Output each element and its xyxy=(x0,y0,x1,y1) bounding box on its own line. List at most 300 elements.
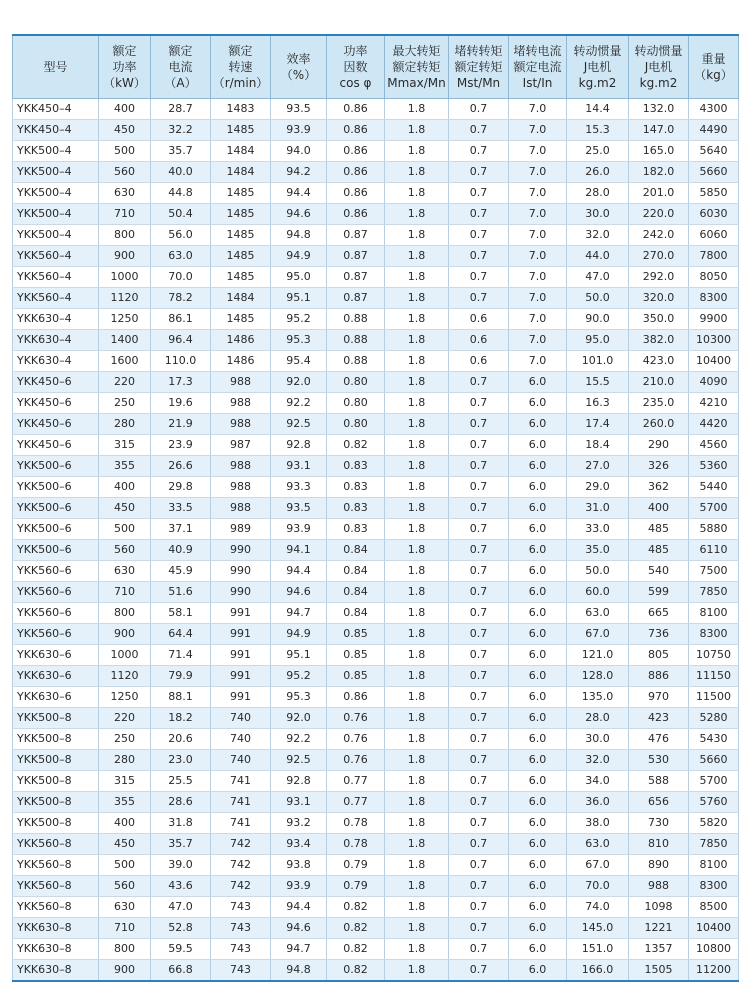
value-cell: 4420 xyxy=(689,414,739,435)
value-cell: 7.0 xyxy=(509,225,567,246)
value-cell: 25.0 xyxy=(567,141,629,162)
value-cell: 1.8 xyxy=(385,267,449,288)
value-cell: 10800 xyxy=(689,939,739,960)
value-cell: 92.8 xyxy=(271,771,327,792)
value-cell: 485 xyxy=(629,540,689,561)
value-cell: 6.0 xyxy=(509,813,567,834)
value-cell: 0.86 xyxy=(327,120,385,141)
value-cell: 6.0 xyxy=(509,477,567,498)
table-row xyxy=(13,120,739,141)
value-cell: 4210 xyxy=(689,393,739,414)
value-cell: 79.9 xyxy=(151,666,211,687)
table-row xyxy=(13,813,739,834)
value-cell: 320.0 xyxy=(629,288,689,309)
value-cell: 93.9 xyxy=(271,876,327,897)
value-cell: 50.0 xyxy=(567,561,629,582)
value-cell: 94.6 xyxy=(271,918,327,939)
value-cell: 6.0 xyxy=(509,834,567,855)
value-cell: 1505 xyxy=(629,960,689,982)
value-cell: 26.0 xyxy=(567,162,629,183)
value-cell: 165.0 xyxy=(629,141,689,162)
value-cell: 0.7 xyxy=(449,141,509,162)
value-cell: 1.8 xyxy=(385,456,449,477)
value-cell: 1.8 xyxy=(385,183,449,204)
value-cell: 1.8 xyxy=(385,897,449,918)
value-cell: 5360 xyxy=(689,456,739,477)
value-cell: 94.7 xyxy=(271,939,327,960)
model-cell: YKK560–8 xyxy=(13,855,99,876)
value-cell: 6.0 xyxy=(509,393,567,414)
column-header xyxy=(567,35,629,99)
value-cell: 78.2 xyxy=(151,288,211,309)
value-cell: 0.7 xyxy=(449,582,509,603)
value-cell: 11150 xyxy=(689,666,739,687)
table-row xyxy=(13,750,739,771)
value-cell: 1.8 xyxy=(385,351,449,372)
value-cell: 0.76 xyxy=(327,708,385,729)
model-cell: YKK630–4 xyxy=(13,330,99,351)
value-cell: 0.7 xyxy=(449,834,509,855)
value-cell: 0.84 xyxy=(327,603,385,624)
column-header xyxy=(689,35,739,99)
value-cell: 315 xyxy=(99,435,151,456)
model-cell: YKK500–8 xyxy=(13,750,99,771)
value-cell: 26.6 xyxy=(151,456,211,477)
value-cell: 44.0 xyxy=(567,246,629,267)
value-cell: 94.8 xyxy=(271,960,327,982)
table-row xyxy=(13,246,739,267)
value-cell: 94.6 xyxy=(271,204,327,225)
table-row xyxy=(13,876,739,897)
value-cell: 1.8 xyxy=(385,99,449,120)
column-header-line: 额定转矩 xyxy=(392,60,441,74)
value-cell: 6.0 xyxy=(509,435,567,456)
value-cell: 400 xyxy=(99,99,151,120)
value-cell: 1484 xyxy=(211,162,271,183)
column-header-line: 因数 xyxy=(343,60,368,74)
value-cell: 400 xyxy=(629,498,689,519)
value-cell: 93.1 xyxy=(271,792,327,813)
value-cell: 5700 xyxy=(689,498,739,519)
value-cell: 94.7 xyxy=(271,603,327,624)
value-cell: 988 xyxy=(211,456,271,477)
value-cell: 220.0 xyxy=(629,204,689,225)
value-cell: 500 xyxy=(99,855,151,876)
value-cell: 220 xyxy=(99,372,151,393)
value-cell: 33.5 xyxy=(151,498,211,519)
value-cell: 280 xyxy=(99,750,151,771)
value-cell: 1.8 xyxy=(385,645,449,666)
value-cell: 382.0 xyxy=(629,330,689,351)
value-cell: 991 xyxy=(211,645,271,666)
value-cell: 6.0 xyxy=(509,729,567,750)
value-cell: 88.1 xyxy=(151,687,211,708)
column-header-line: 转动惯量 xyxy=(634,44,683,58)
column-header-line: 功率 xyxy=(343,44,368,58)
value-cell: 450 xyxy=(99,120,151,141)
value-cell: 0.77 xyxy=(327,792,385,813)
value-cell: 0.82 xyxy=(327,918,385,939)
value-cell: 5640 xyxy=(689,141,739,162)
column-header-line: （A） xyxy=(164,76,197,90)
value-cell: 0.80 xyxy=(327,393,385,414)
value-cell: 1.8 xyxy=(385,288,449,309)
model-cell: YKK560–4 xyxy=(13,246,99,267)
value-cell: 15.5 xyxy=(567,372,629,393)
value-cell: 710 xyxy=(99,918,151,939)
value-cell: 242.0 xyxy=(629,225,689,246)
column-header-line: Mst/Mn xyxy=(456,76,501,90)
value-cell: 1098 xyxy=(629,897,689,918)
value-cell: 0.7 xyxy=(449,624,509,645)
value-cell: 800 xyxy=(99,603,151,624)
value-cell: 45.9 xyxy=(151,561,211,582)
table-row xyxy=(13,687,739,708)
value-cell: 0.84 xyxy=(327,582,385,603)
value-cell: 1485 xyxy=(211,246,271,267)
value-cell: 0.87 xyxy=(327,225,385,246)
value-cell: 6.0 xyxy=(509,792,567,813)
value-cell: 7.0 xyxy=(509,288,567,309)
value-cell: 0.84 xyxy=(327,540,385,561)
value-cell: 742 xyxy=(211,855,271,876)
value-cell: 94.1 xyxy=(271,540,327,561)
value-cell: 1.8 xyxy=(385,393,449,414)
value-cell: 0.86 xyxy=(327,687,385,708)
value-cell: 0.82 xyxy=(327,960,385,982)
table-row xyxy=(13,624,739,645)
value-cell: 741 xyxy=(211,771,271,792)
value-cell: 0.79 xyxy=(327,855,385,876)
value-cell: 16.3 xyxy=(567,393,629,414)
value-cell: 270.0 xyxy=(629,246,689,267)
column-header-line: 重量 xyxy=(701,52,726,66)
value-cell: 1.8 xyxy=(385,540,449,561)
value-cell: 34.0 xyxy=(567,771,629,792)
column-header xyxy=(385,35,449,99)
value-cell: 7.0 xyxy=(509,330,567,351)
value-cell: 1.8 xyxy=(385,876,449,897)
value-cell: 1.8 xyxy=(385,771,449,792)
value-cell: 0.88 xyxy=(327,309,385,330)
column-header-line: 额定 xyxy=(168,44,193,58)
value-cell: 0.7 xyxy=(449,561,509,582)
model-cell: YKK560–6 xyxy=(13,561,99,582)
model-cell: YKK450–6 xyxy=(13,393,99,414)
value-cell: 31.0 xyxy=(567,498,629,519)
value-cell: 1.8 xyxy=(385,750,449,771)
value-cell: 0.7 xyxy=(449,288,509,309)
value-cell: 1.8 xyxy=(385,162,449,183)
value-cell: 95.0 xyxy=(567,330,629,351)
value-cell: 810 xyxy=(629,834,689,855)
value-cell: 0.7 xyxy=(449,540,509,561)
table-row xyxy=(13,918,739,939)
table-row xyxy=(13,99,739,120)
value-cell: 1.8 xyxy=(385,561,449,582)
model-cell: YKK560–6 xyxy=(13,582,99,603)
value-cell: 0.7 xyxy=(449,393,509,414)
value-cell: 1.8 xyxy=(385,204,449,225)
value-cell: 18.4 xyxy=(567,435,629,456)
value-cell: 8300 xyxy=(689,288,739,309)
value-cell: 0.85 xyxy=(327,645,385,666)
value-cell: 0.7 xyxy=(449,708,509,729)
value-cell: 93.3 xyxy=(271,477,327,498)
value-cell: 6.0 xyxy=(509,624,567,645)
model-cell: YKK500–4 xyxy=(13,225,99,246)
value-cell: 656 xyxy=(629,792,689,813)
value-cell: 886 xyxy=(629,666,689,687)
value-cell: 67.0 xyxy=(567,624,629,645)
model-cell: YKK630–4 xyxy=(13,351,99,372)
value-cell: 10400 xyxy=(689,918,739,939)
value-cell: 38.0 xyxy=(567,813,629,834)
value-cell: 66.8 xyxy=(151,960,211,982)
value-cell: 8100 xyxy=(689,855,739,876)
value-cell: 0.7 xyxy=(449,666,509,687)
value-cell: 7.0 xyxy=(509,183,567,204)
value-cell: 25.5 xyxy=(151,771,211,792)
value-cell: 355 xyxy=(99,792,151,813)
value-cell: 145.0 xyxy=(567,918,629,939)
value-cell: 10750 xyxy=(689,645,739,666)
value-cell: 1.8 xyxy=(385,918,449,939)
value-cell: 147.0 xyxy=(629,120,689,141)
value-cell: 93.9 xyxy=(271,519,327,540)
value-cell: 890 xyxy=(629,855,689,876)
table-row xyxy=(13,582,739,603)
value-cell: 0.85 xyxy=(327,666,385,687)
value-cell: 1.8 xyxy=(385,498,449,519)
value-cell: 0.83 xyxy=(327,519,385,540)
value-cell: 740 xyxy=(211,708,271,729)
value-cell: 800 xyxy=(99,225,151,246)
table-row xyxy=(13,330,739,351)
value-cell: 560 xyxy=(99,876,151,897)
value-cell: 1.8 xyxy=(385,708,449,729)
value-cell: 588 xyxy=(629,771,689,792)
value-cell: 0.6 xyxy=(449,330,509,351)
value-cell: 4090 xyxy=(689,372,739,393)
model-cell: YKK450–6 xyxy=(13,435,99,456)
value-cell: 1485 xyxy=(211,309,271,330)
table-row xyxy=(13,435,739,456)
table-row xyxy=(13,645,739,666)
value-cell: 742 xyxy=(211,876,271,897)
value-cell: 1485 xyxy=(211,183,271,204)
table-row xyxy=(13,771,739,792)
value-cell: 6030 xyxy=(689,204,739,225)
value-cell: 530 xyxy=(629,750,689,771)
value-cell: 1485 xyxy=(211,267,271,288)
value-cell: 10400 xyxy=(689,351,739,372)
table-row xyxy=(13,834,739,855)
value-cell: 60.0 xyxy=(567,582,629,603)
column-header-line: 转动惯量 xyxy=(573,44,622,58)
value-cell: 0.7 xyxy=(449,771,509,792)
model-cell: YKK500–8 xyxy=(13,708,99,729)
column-header xyxy=(13,35,99,99)
value-cell: 8500 xyxy=(689,897,739,918)
value-cell: 5660 xyxy=(689,750,739,771)
model-cell: YKK500–8 xyxy=(13,729,99,750)
value-cell: 63.0 xyxy=(151,246,211,267)
value-cell: 0.7 xyxy=(449,435,509,456)
value-cell: 90.0 xyxy=(567,309,629,330)
value-cell: 18.2 xyxy=(151,708,211,729)
value-cell: 0.86 xyxy=(327,162,385,183)
value-cell: 93.2 xyxy=(271,813,327,834)
value-cell: 0.7 xyxy=(449,519,509,540)
value-cell: 67.0 xyxy=(567,855,629,876)
value-cell: 0.7 xyxy=(449,372,509,393)
value-cell: 1120 xyxy=(99,288,151,309)
value-cell: 0.7 xyxy=(449,750,509,771)
value-cell: 560 xyxy=(99,540,151,561)
model-cell: YKK560–8 xyxy=(13,834,99,855)
value-cell: 5280 xyxy=(689,708,739,729)
value-cell: 988 xyxy=(211,372,271,393)
value-cell: 37.1 xyxy=(151,519,211,540)
value-cell: 28.0 xyxy=(567,708,629,729)
value-cell: 0.7 xyxy=(449,120,509,141)
value-cell: 900 xyxy=(99,960,151,982)
table-row xyxy=(13,519,739,540)
value-cell: 40.9 xyxy=(151,540,211,561)
value-cell: 6.0 xyxy=(509,498,567,519)
table-row xyxy=(13,540,739,561)
value-cell: 31.8 xyxy=(151,813,211,834)
column-header-line: 额定电流 xyxy=(513,60,562,74)
model-cell: YKK500–4 xyxy=(13,204,99,225)
value-cell: 988 xyxy=(211,414,271,435)
value-cell: 362 xyxy=(629,477,689,498)
value-cell: 991 xyxy=(211,687,271,708)
value-cell: 95.2 xyxy=(271,666,327,687)
value-cell: 1400 xyxy=(99,330,151,351)
column-header-line: 转速 xyxy=(228,60,253,74)
value-cell: 987 xyxy=(211,435,271,456)
value-cell: 6.0 xyxy=(509,519,567,540)
value-cell: 33.0 xyxy=(567,519,629,540)
value-cell: 990 xyxy=(211,561,271,582)
value-cell: 92.2 xyxy=(271,729,327,750)
value-cell: 50.4 xyxy=(151,204,211,225)
model-cell: YKK500–6 xyxy=(13,540,99,561)
column-header-line: （kW） xyxy=(103,76,146,90)
value-cell: 599 xyxy=(629,582,689,603)
value-cell: 6.0 xyxy=(509,855,567,876)
value-cell: 7.0 xyxy=(509,309,567,330)
column-header-line: 额定 xyxy=(112,44,137,58)
column-header-line: Mmax/Mn xyxy=(387,76,446,90)
value-cell: 94.9 xyxy=(271,624,327,645)
value-cell: 988 xyxy=(211,477,271,498)
column-header-line: cos φ xyxy=(339,76,372,90)
value-cell: 6060 xyxy=(689,225,739,246)
value-cell: 0.86 xyxy=(327,183,385,204)
value-cell: 0.7 xyxy=(449,939,509,960)
value-cell: 1485 xyxy=(211,120,271,141)
value-cell: 1484 xyxy=(211,141,271,162)
model-cell: YKK500–6 xyxy=(13,456,99,477)
motor-spec-table xyxy=(12,34,739,982)
value-cell: 1.8 xyxy=(385,309,449,330)
value-cell: 92.2 xyxy=(271,393,327,414)
model-cell: YKK560–4 xyxy=(13,267,99,288)
column-header xyxy=(99,35,151,99)
value-cell: 44.8 xyxy=(151,183,211,204)
value-cell: 7.0 xyxy=(509,204,567,225)
value-cell: 0.7 xyxy=(449,498,509,519)
value-cell: 0.7 xyxy=(449,246,509,267)
value-cell: 0.88 xyxy=(327,351,385,372)
value-cell: 6.0 xyxy=(509,603,567,624)
value-cell: 710 xyxy=(99,582,151,603)
value-cell: 0.83 xyxy=(327,498,385,519)
value-cell: 6110 xyxy=(689,540,739,561)
value-cell: 6.0 xyxy=(509,372,567,393)
value-cell: 1.8 xyxy=(385,960,449,982)
value-cell: 23.0 xyxy=(151,750,211,771)
value-cell: 743 xyxy=(211,918,271,939)
value-cell: 47.0 xyxy=(567,267,629,288)
model-cell: YKK450–6 xyxy=(13,414,99,435)
value-cell: 741 xyxy=(211,792,271,813)
value-cell: 5880 xyxy=(689,519,739,540)
value-cell: 1485 xyxy=(211,225,271,246)
value-cell: 235.0 xyxy=(629,393,689,414)
value-cell: 11200 xyxy=(689,960,739,982)
table-row xyxy=(13,372,739,393)
value-cell: 1.8 xyxy=(385,414,449,435)
value-cell: 6.0 xyxy=(509,456,567,477)
value-cell: 7850 xyxy=(689,834,739,855)
column-header-line: 效率 xyxy=(286,52,311,66)
value-cell: 50.0 xyxy=(567,288,629,309)
value-cell: 6.0 xyxy=(509,645,567,666)
value-cell: 0.7 xyxy=(449,204,509,225)
value-cell: 741 xyxy=(211,813,271,834)
value-cell: 991 xyxy=(211,603,271,624)
value-cell: 220 xyxy=(99,708,151,729)
value-cell: 900 xyxy=(99,624,151,645)
value-cell: 0.6 xyxy=(449,351,509,372)
value-cell: 988 xyxy=(629,876,689,897)
column-header-line: 额定转矩 xyxy=(454,60,503,74)
value-cell: 1.8 xyxy=(385,477,449,498)
value-cell: 1.8 xyxy=(385,246,449,267)
value-cell: 1.8 xyxy=(385,330,449,351)
value-cell: 400 xyxy=(99,813,151,834)
model-cell: YKK450–4 xyxy=(13,99,99,120)
value-cell: 1484 xyxy=(211,288,271,309)
value-cell: 5700 xyxy=(689,771,739,792)
value-cell: 93.4 xyxy=(271,834,327,855)
value-cell: 7.0 xyxy=(509,267,567,288)
value-cell: 95.4 xyxy=(271,351,327,372)
value-cell: 0.7 xyxy=(449,855,509,876)
value-cell: 1000 xyxy=(99,645,151,666)
value-cell: 110.0 xyxy=(151,351,211,372)
value-cell: 355 xyxy=(99,456,151,477)
value-cell: 988 xyxy=(211,498,271,519)
value-cell: 95.0 xyxy=(271,267,327,288)
value-cell: 6.0 xyxy=(509,750,567,771)
column-header-line: （kg） xyxy=(694,68,733,82)
model-cell: YKK560–4 xyxy=(13,288,99,309)
